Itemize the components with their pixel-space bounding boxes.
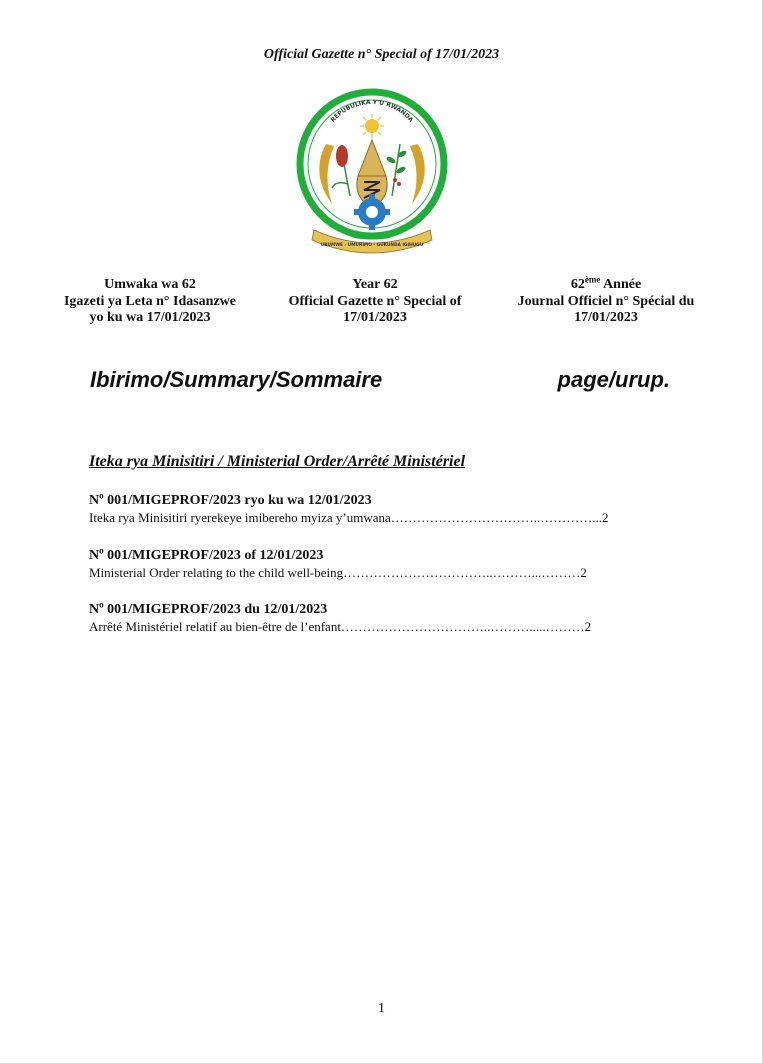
edition-columns xyxy=(50,274,712,327)
toc-entry-link[interactable]: Arrêté Ministériel relatif au bien-être de l’enfant……………………………..……….....………2 xyxy=(89,619,592,634)
page-column-label: page/urup. xyxy=(557,367,670,392)
edition-line: 17/01/2023 xyxy=(343,310,407,325)
edition-line: Journal Officiel n° Spécial du xyxy=(517,293,695,309)
year-label: Année xyxy=(600,277,642,292)
summary-heading xyxy=(90,367,670,393)
edition-line: Year 62 xyxy=(352,277,398,292)
toc-entry xyxy=(89,492,669,526)
edition-line: Umwaka wa 62 xyxy=(104,277,196,292)
summary-title: Ibirimo/Summary/Sommaire xyxy=(90,367,383,392)
toc-entry xyxy=(89,601,669,635)
edition-line: yo ku wa 17/01/2023 xyxy=(89,310,211,325)
toc-entry-ref: $N^o$ 001/MIGEPROF/2023 of 12/01/2023 xyxy=(89,545,324,563)
edition-line: Official Gazette n° Special of xyxy=(288,293,462,309)
page-number: 1 xyxy=(378,1001,385,1016)
toc-entry-link[interactable]: Iteka rya Minisitiri ryerekeye imibereho myiza y’umwana……………………………..…………...2 xyxy=(89,510,609,525)
page-header-title: Official Gazette n° Special of 17/01/2023 xyxy=(263,47,500,62)
emblem-motto: UBUMWE - UMURIMO - GUKUNDA IGIHUGU xyxy=(320,243,424,248)
year-number: 62 xyxy=(570,277,585,292)
edition-line xyxy=(500,274,712,294)
kinyarwanda-edition-column xyxy=(50,277,250,327)
ordinal-suffix: ème xyxy=(584,274,601,285)
edition-line: Igazeti ya Leta n° Idasanzwe xyxy=(63,293,237,309)
rwanda-coat-of-arms-emblem xyxy=(292,84,452,260)
edition-line: 17/01/2023 xyxy=(574,310,638,325)
toc-entry-link[interactable]: Ministerial Order relating to the child well-being……………………………..………...………2 xyxy=(89,565,587,580)
section-title: Iteka rya Minisitiri / Ministerial Order/Arrêté Ministériel xyxy=(89,453,466,470)
sun-icon xyxy=(360,114,384,138)
toc-entry-ref: $N^o$ 001/MIGEPROF/2023 ryo ku wa 12/01/2023 xyxy=(89,490,372,508)
english-edition-column xyxy=(275,277,475,327)
toc-entry-ref: $N^o$ 001/MIGEPROF/2023 du 12/01/2023 xyxy=(89,599,328,617)
toc-entry xyxy=(89,547,669,581)
french-edition-column xyxy=(500,274,712,327)
emblem-top-text: REPUBULIKA Y'U RWANDA xyxy=(329,98,415,124)
